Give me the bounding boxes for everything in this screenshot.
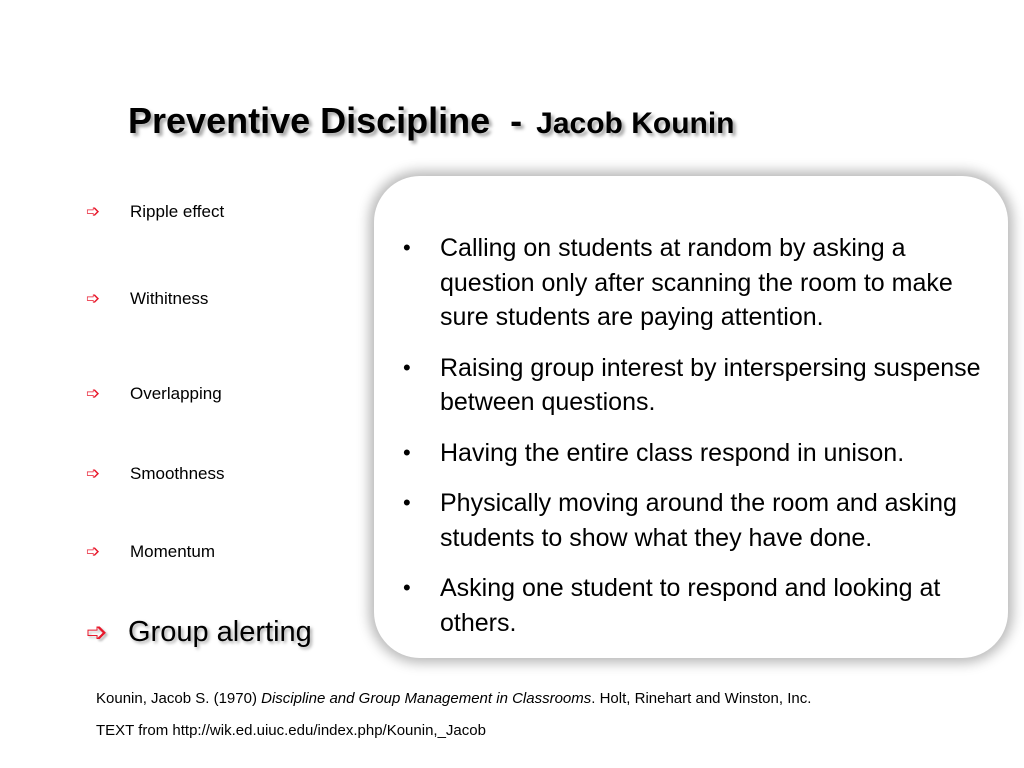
list-item-label: Group alerting <box>128 616 312 648</box>
callout-bullet-text: Raising group interest by interspersing suspense between questions. <box>440 353 981 416</box>
list-item-label: Smoothness <box>130 464 225 483</box>
callout-bullet-text: Asking one student to respond and looking at others. <box>440 574 941 637</box>
list-item-momentum <box>86 542 215 562</box>
arrow-right-outline-icon: ➩ <box>86 289 101 309</box>
list-item-group-alerting <box>86 616 312 649</box>
list-item-label: Overlapping <box>130 384 222 403</box>
list-item-overlapping <box>86 384 222 404</box>
arrow-right-outline-icon: ➩ <box>86 542 101 562</box>
callout-bullet <box>398 351 988 420</box>
list-item-label: Withitness <box>130 289 209 308</box>
citation <box>96 690 811 707</box>
citation-suffix: . Holt, Rinehart and Winston, Inc. <box>591 690 812 707</box>
list-item-label: Ripple effect <box>130 202 225 221</box>
citation-prefix: Kounin, Jacob S. (1970) <box>96 690 262 707</box>
callout-bullet-text: Physically moving around the room and asking students to show what they have done. <box>440 489 957 552</box>
callout-bullet <box>398 571 988 640</box>
list-item-label: Momentum <box>130 542 216 561</box>
list-item-ripple-effect <box>86 202 224 222</box>
callout-bullet-text: Calling on students at random by asking a question only after scanning the room to make sure students are paying attention. <box>440 234 953 331</box>
callout-bullet <box>398 231 988 335</box>
callout-bullet <box>398 486 988 555</box>
bullet-dot-icon: • <box>403 490 411 515</box>
list-item-withitness <box>86 289 208 309</box>
citation-title: Discipline and Group Management in Classrooms <box>261 690 592 707</box>
title-subtitle: Jacob Kounin <box>536 107 735 140</box>
bullet-dot-icon: • <box>403 439 411 465</box>
callout-bullet-text: Having the entire class respond in unison. <box>440 438 905 467</box>
bullet-dot-icon: • <box>403 235 411 260</box>
arrow-right-outline-icon: ➩ <box>86 384 101 404</box>
bullet-dot-icon: • <box>403 354 411 380</box>
title-separator: - <box>510 100 523 141</box>
source-line: TEXT from http://wik.ed.uiuc.edu/index.php/Kounin,_Jacob <box>96 722 486 739</box>
callout-bullet-list <box>398 231 988 656</box>
arrow-right-outline-icon: ➩ <box>86 617 108 648</box>
arrow-right-outline-icon: ➩ <box>86 202 101 222</box>
slide-title <box>128 100 735 142</box>
list-item-smoothness <box>86 464 225 484</box>
arrow-right-outline-icon: ➩ <box>86 464 101 484</box>
callout-bullet <box>398 436 988 471</box>
bullet-dot-icon: • <box>403 575 411 600</box>
title-main: Preventive Discipline <box>128 100 491 141</box>
group-alerting-callout <box>374 176 1008 658</box>
